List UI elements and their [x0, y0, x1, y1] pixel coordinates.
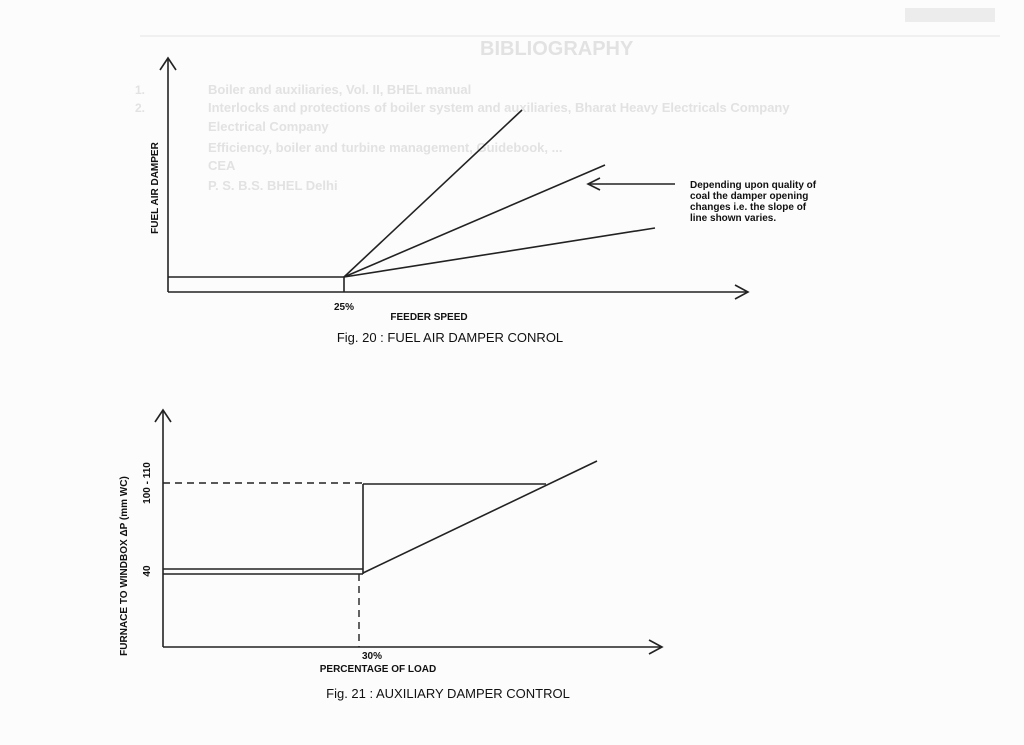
- bleed-line-1: Boiler and auxiliaries, Vol. II, BHEL manual: [208, 82, 472, 97]
- fig20-x-marker-label: 25%: [333, 302, 355, 313]
- fig20-annotation-line-4: line shown varies.: [690, 213, 777, 224]
- fig20-steep-slope-line: [344, 110, 522, 277]
- fig21-caption: Fig. 21 : AUXILIARY DAMPER CONTROL: [326, 686, 570, 701]
- fig20-annotation-line-1: Depending upon quality of: [690, 180, 817, 191]
- bleed-line-3: Electrical Company: [208, 119, 329, 134]
- fig21-x-marker-label: 30%: [361, 651, 383, 662]
- bleed-number-2: 2.: [135, 101, 146, 115]
- bleed-heading: BIBLIOGRAPHY: [480, 38, 634, 60]
- bleed-line-2: Interlocks and protections of boiler system and auxiliaries, Bharat Heavy Electricals Company: [208, 100, 790, 115]
- fig20-shallow-slope-line: [344, 228, 655, 277]
- fig21-x-axis-label: PERCENTAGE OF LOAD: [319, 664, 437, 675]
- bleed-through-text: [135, 8, 1000, 193]
- fig21-y-tick-low: 40: [142, 565, 153, 577]
- bleed-line-5: CEA: [208, 158, 236, 173]
- bleed-line-4: Efficiency, boiler and turbine management, Guidebook, ...: [208, 140, 563, 155]
- bleed-smudge: [905, 8, 995, 22]
- fig20-annotation-line-2: coal the damper opening: [690, 191, 809, 202]
- fig21-diagram: [119, 410, 662, 701]
- fig21-rising-line: [363, 461, 597, 573]
- fig21-y-axis-label: FURNACE TO WINDBOX ΔP (mm WC): [119, 476, 130, 656]
- fig20-annotation-line-3: changes i.e. the slope of: [690, 202, 807, 213]
- fig20-x-axis-label: FEEDER SPEED: [390, 312, 468, 323]
- fig20-caption: Fig. 20 : FUEL AIR DAMPER CONROL: [336, 330, 564, 345]
- bleed-number-1: 1.: [135, 83, 146, 97]
- fig21-y-tick-high: 100 - 110: [142, 462, 153, 504]
- fig20-y-axis-label: FUEL AIR DAMPER: [150, 142, 161, 234]
- bleed-line-6: P. S. B.S. BHEL Delhi: [208, 178, 338, 193]
- fig20-medium-slope-line: [344, 165, 605, 277]
